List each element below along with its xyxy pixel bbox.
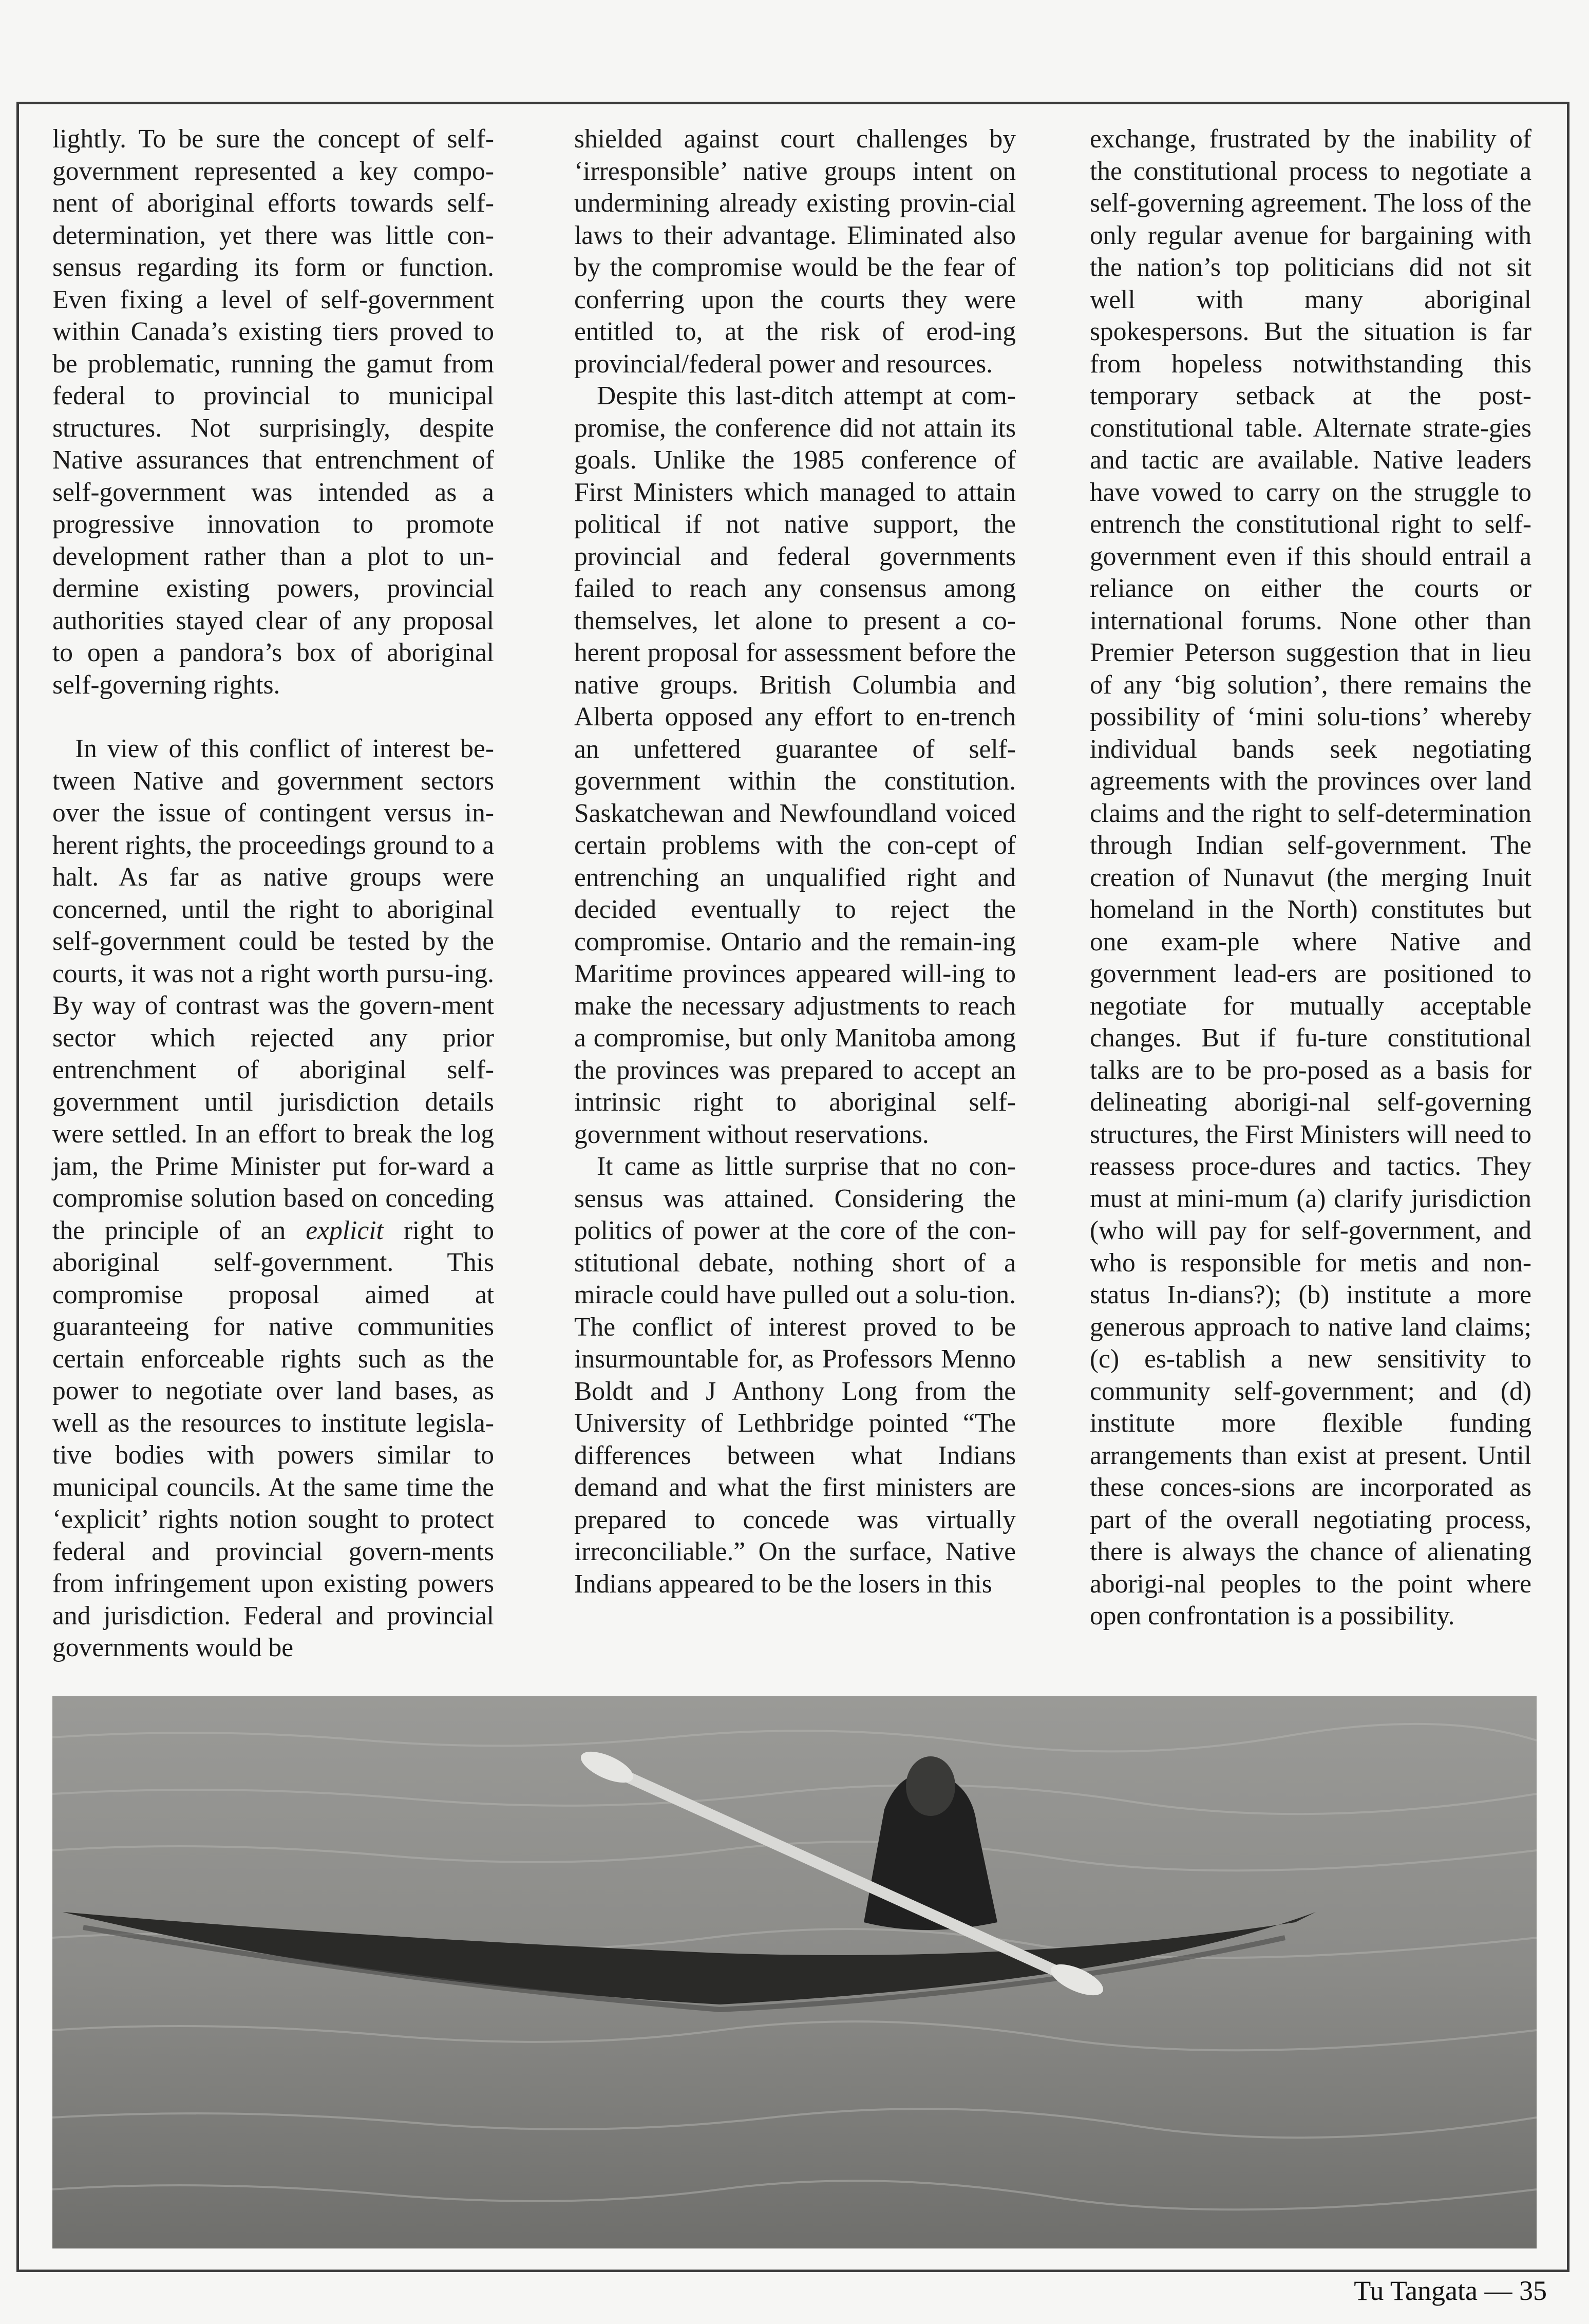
col2-paragraph-2: Despite this last-ditch attempt at com-promise, the conference did not attain its goals. Unlike the 1985 conference of First Ministers which managed to attain political if not native support, the provincial and federal governments failed to reach any consensus among themselves, let alone to present a co-herent proposal for assessment before the native groups. British Columbia and Alberta opposed any effort to en-trench an unfettered guarantee of self-government within the constitution. Saskatchewan and Newfoundland voiced certain problems with the con-cept of entrenching an unqualified right and decided eventually to reject the compromise. Ontario and the remain-ing Maritime provinces appeared will-ing to make the necessary adjustments to reach a compromise, but only Manitoba among the provinces was prepared to accept an intrinsic right to aboriginal self-government without reservations. [574, 381, 1016, 1149]
col1-paragraph-2 [52, 733, 494, 1664]
col1-emphasis: explicit [306, 1215, 384, 1245]
col2-paragraph-1: shielded against court challenges by ‘irresponsible’ native groups intent on undermining already existing provin-cial laws to their advantage. Eliminated also by the compromise would be the fear of conferring upon the courts they were entitled to, at the risk of erod-ing provincial/federal power and resources. [574, 124, 1016, 379]
col3-paragraph-1: exchange, frustrated by the inability of the constitutional process to negotiate a self-governing agreement. The loss of the only regular avenue for bargaining with the nation’s top politicians did not sit well with many aboriginal spokespersons. But the situation is far from hopeless notwithstanding this temporary setback at the post-constitutional table. Alternate strate-gies and tactic are available. Native leaders have vowed to carry on the struggle to entrench the constitutional right to self-government even if this should entrail a reliance on either the courts or international forums. None other than Premier Peterson suggestion that in lieu of any ‘big solution’, there remains the possibility of ‘mini solu-tions’ whereby individual bands seek negotiating agreements with the provinces over land claims and the right to self-determination through Indian self-government. The creation of Nunavut (the merging Inuit homeland in the North) constitutes but one exam-ple where Native and government lead-ers are positioned to negotiate for mutually acceptable changes. But if fu-ture constitutional talks are to be pro-posed as a basis for delineating aborigi-nal self-governing structures, the First Ministers will need to reassess proce-dures and tactics. They must at mini-mum (a) clarify jurisdiction (who will pay for self-government, and who is responsible for metis and non-status In-dians?); (b) institute a more generous approach to native land claims; (c) es-tablish a new sensitivity to community self-government; and (d) institute more flexible funding arrangements than exist at present. Until these conces-sions are incorporated as part of the overall negotiating process, there is always the chance of alienating aborigi-nal peoples to the point where open confrontation is a possibility. [1090, 124, 1531, 1630]
column-1 [52, 123, 494, 1664]
col1-paragraph-1: lightly. To be sure the concept of self-government represented a key compo-nent of aboriginal efforts towards self-determination, yet there was little con-sensus regarding its form or function. Even fixing a level of self-government within Canada’s existing tiers proved to be problematic, running the gamut from federal to provincial to municipal structures. Not surprisingly, despite Native assurances that entrenchment of self-government was intended as a progressive innovation to promote development rather than a plot to un-dermine existing powers, provincial authorities stayed clear of any proposal to open a pandora’s box of aboriginal self-governing rights. [52, 124, 494, 700]
column-3 [1090, 123, 1531, 1633]
bottom-rule [16, 2270, 1569, 2272]
kayak-photo [52, 1696, 1537, 2248]
column-2 [574, 123, 1016, 1600]
col1-paragraph-2-part-b: right to aboriginal self-government. This compromise proposal aimed at guaranteeing for native communities certain enforceable rights such as the power to negotiate over land bases, as well as the resources to institute legisla-tive bodies with powers similar to municipal councils. At the same time the ‘explicit’ rights notion sought to protect federal and provincial govern-ments from infringement upon existing powers and jurisdiction. Federal and provincial governments would be [52, 1215, 495, 1662]
col1-paragraph-2-part-a: In view of this conflict of interest be-tween Native and government sectors over the issue of contingent versus in-herent rights, the proceedings ground to a halt. As far as native groups were concerned, until the right to aboriginal self-government could be tested by the courts, it was not a right worth pursu-ing. By way of contrast was the govern-ment sector which rejected any prior entrenchment of aboriginal self-government until jurisdiction details were settled. In an effort to break the log jam, the Prime Minister put for-ward a compromise solution based on conceding the principle of an [52, 734, 494, 1245]
page-footer: Tu Tangata — 35 [1354, 2275, 1547, 2306]
kayak-illustration [52, 1696, 1537, 2248]
col2-paragraph-3: It came as little surprise that no con-sensus was attained. Considering the politics of power at the core of the con-stitutional debate, nothing short of a miracle could have pulled out a solu-tion. The conflict of interest proved to be insurmountable for, as Professors Menno Boldt and J Anthony Long from the University of Lethbridge pointed “The differences between what Indians demand and what the first ministers are prepared to concede was virtually irreconciliable.” On the surface, Native Indians appeared to be the losers in this [574, 1152, 1016, 1599]
paddler-head [906, 1756, 955, 1816]
